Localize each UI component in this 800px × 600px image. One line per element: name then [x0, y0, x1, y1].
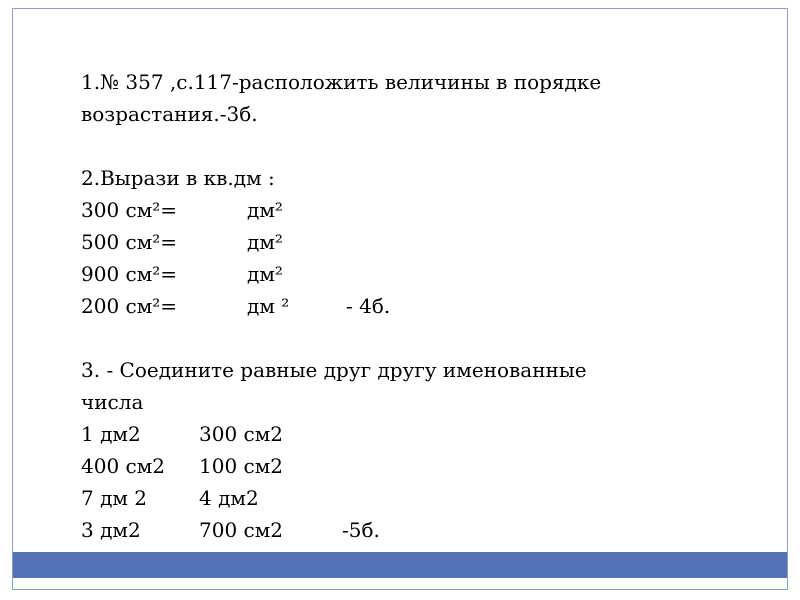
slide-frame: [12, 8, 788, 590]
task3-left: 3 дм2: [81, 518, 141, 542]
task2-row: [81, 194, 771, 226]
spacer: [81, 130, 771, 162]
task3-title-line1: 3. - Соедините равные друг другу именованные: [81, 358, 587, 382]
task3-right: 100 см2: [199, 454, 284, 478]
footer-bar: [13, 552, 787, 578]
task3-right: 4 дм2: [199, 486, 259, 510]
task3-right: 300 см2: [199, 422, 284, 446]
task3-title-line2: числа: [81, 390, 144, 414]
task2-right: дм²: [247, 230, 283, 254]
task2-row: [81, 226, 771, 258]
task3-score: -5б.: [342, 518, 380, 542]
spacer: [81, 322, 771, 354]
task3-row: [81, 418, 771, 450]
task2-left: 500 см²=: [81, 230, 178, 254]
task2-score: - 4б.: [346, 294, 391, 318]
task2-left: 900 см²=: [81, 262, 178, 286]
task3-row: [81, 450, 771, 482]
task2-row: [81, 258, 771, 290]
task2-right: дм ²: [247, 294, 290, 318]
task3-right: 700 см2: [199, 518, 284, 542]
task1-line1: 1.№ 357 ,с.117-расположить величины в порядке: [81, 70, 602, 94]
task2-left: 200 см²=: [81, 294, 178, 318]
task3-left: 1 дм2: [81, 422, 141, 446]
task2-left: 300 см²=: [81, 198, 178, 222]
task1-line2: возрастания.-3б.: [81, 102, 258, 126]
task2-row: [81, 290, 771, 322]
task3-row: [81, 482, 771, 514]
task3-left: 400 см2: [81, 454, 166, 478]
task2-title: 2.Вырази в кв.дм :: [81, 166, 275, 190]
task3-left: 7 дм 2: [81, 486, 148, 510]
task3-row: [81, 514, 771, 546]
task2-right: дм²: [247, 198, 283, 222]
task2-right: дм²: [247, 262, 283, 286]
slide-content: [81, 66, 771, 546]
